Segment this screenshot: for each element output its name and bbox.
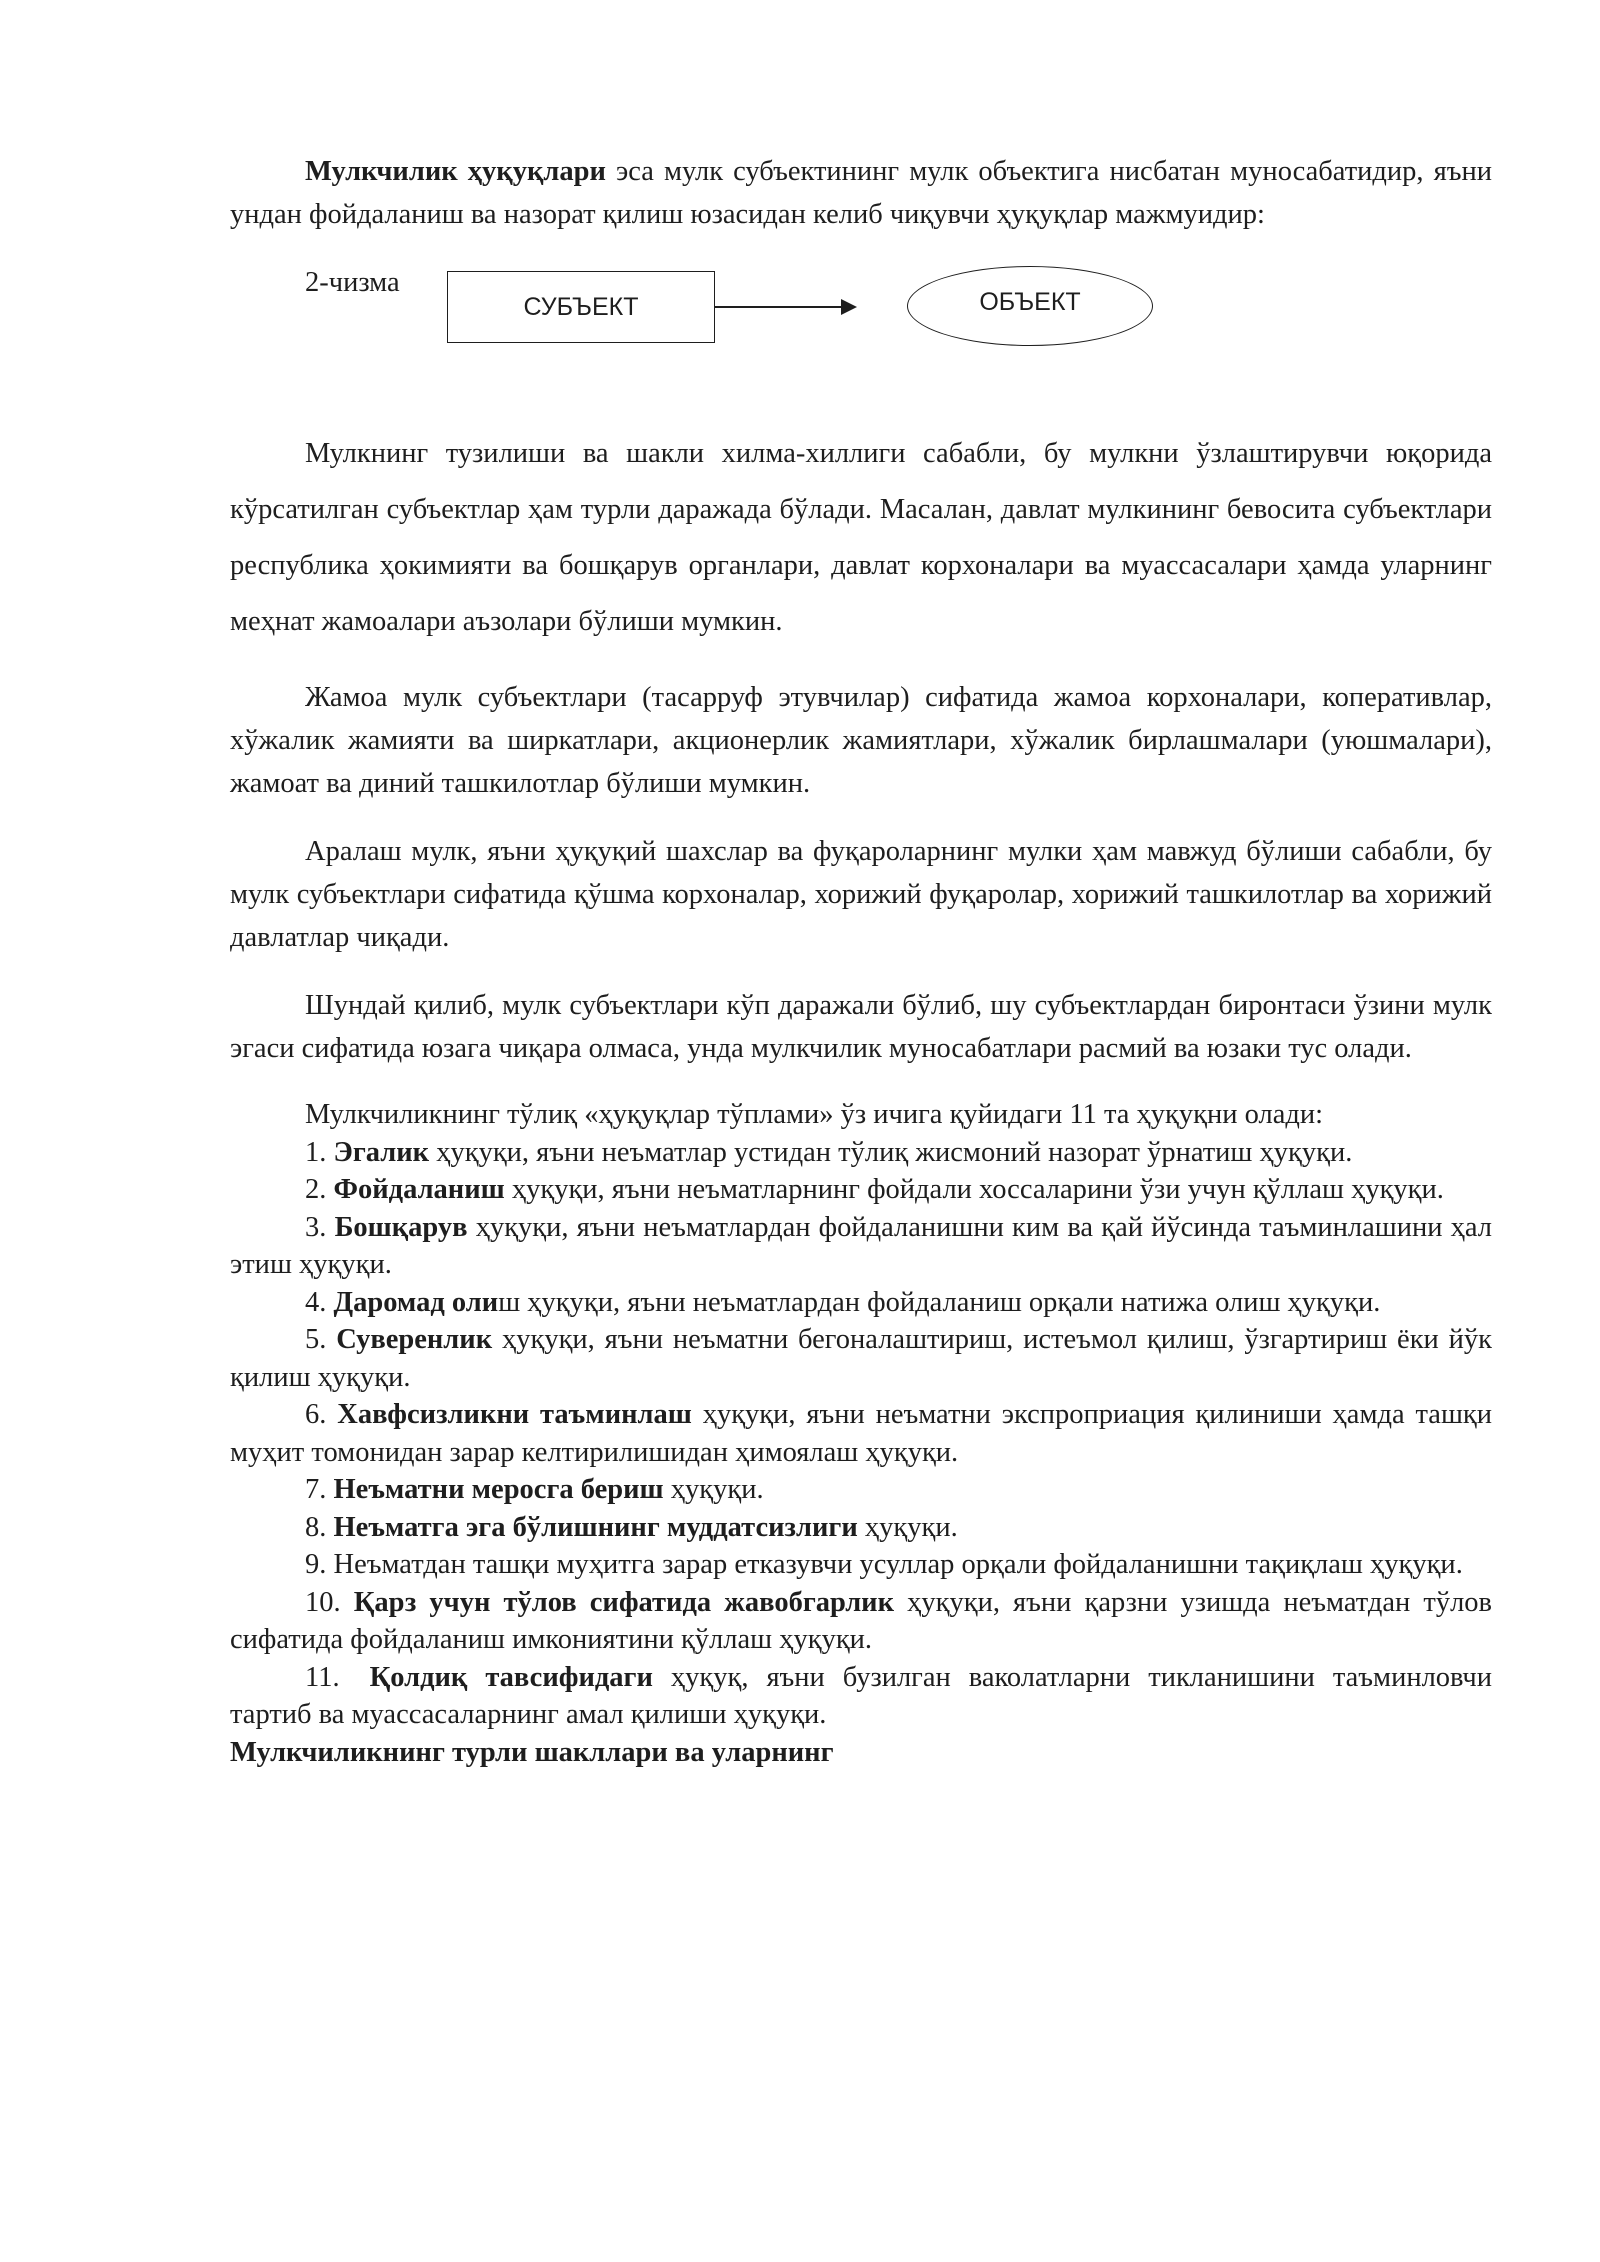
list-item (230, 1471, 1492, 1509)
list-term: Неъматга эга бўлишнинг муддатсизлиги (333, 1511, 858, 1543)
paragraph-1: Мулкнинг тузилиши ва шакли хилма-хиллиги сабабли, бу мулкни ўзлаштирувчи юқорида кўрсатилган субъектлар ҳам турли даражада бўлади. Масалан, давлат мулкининг бевосита субъектлари республика ҳокимияти ва бошқарув органлари, давлат корхоналари ва муассасалари ҳамда уларнинг меҳнат жамоалари аъзолари бўлиши мумкин. (230, 438, 1492, 637)
paragraph-3: Аралаш мулк, яъни ҳуқуқий шахслар ва фуқароларнинг мулки ҳам мавжуд бўлиши сабабли, бу мулк субъектлари сифатида қўшма корхоналар, хорижий фуқаролар, хорижий ташкилотлар ва хорижий давлатлар чиқади. (230, 836, 1492, 953)
list-number: 6. (305, 1399, 327, 1430)
list-term: Неъматни меросга бериш (333, 1474, 664, 1505)
object-label: ОБЪЕКТ (979, 287, 1081, 316)
list-term: Қолдиқ тавсифидаги (369, 1661, 653, 1693)
list-text: ҳуқуқи, яъни қарзни узишда неъматдан тўлов сифатида фойдаланиш имкониятини қўллаш ҳуқуқи. (230, 1586, 1493, 1655)
list-item (230, 1171, 1492, 1209)
list-text: ҳуқуқи, яъни неъматларнинг фойдали хоссаларини ўзи учун қўллаш ҳуқуқи. (504, 1174, 1444, 1205)
arrow-head-icon (841, 299, 857, 315)
list-text: ҳуқуқи, яъни неъматни экспроприация қилиниши ҳамда ташқи муҳит томонидан зарар келтирилишидан ҳимоялаш ҳуқуқи. (230, 1399, 1492, 1468)
list-number: 1. (305, 1136, 327, 1168)
list-term: Хавфсизликни таъминлаш (337, 1399, 692, 1430)
figure-label: 2-чизма (305, 267, 400, 298)
list-text: ҳуқуқи, яъни неъматлар устидан тўлиқ жисмоний назорат ўрнатиш ҳуқуқи. (429, 1136, 1353, 1168)
object-ellipse (907, 266, 1153, 346)
intro-text: эса мулк субъектининг мулк объектига нисбатан муносабатидир, яъни ундан фойдаланиш ва назорат қилиш юзасидан келиб чиқувчи ҳуқуқлар мажмуидир: (230, 156, 1492, 230)
list-number: 2. (305, 1174, 327, 1205)
list-item (230, 1134, 1492, 1172)
figure-2 (230, 251, 1492, 411)
list-number: 4. (305, 1286, 327, 1318)
list-number: 8. (305, 1511, 327, 1543)
rights-list-intro: Мулкчиликнинг тўлиқ «ҳуқуқлар тўплами» ўз ичига қуйидаги 11 та ҳуқуқни олади: (305, 1099, 1324, 1130)
paragraph-2: Жамоа мулк субъектлари (тасарруф этувчилар) сифатида жамоа корхоналари, коперативлар, хўжалик жамияти ва ширкатлари, акционерлик жамиятлари, хўжалик бирлашмалари (уюшмалари), жамоат ва диний ташкилотлар бўлиши мумкин. (230, 682, 1492, 799)
subject-label: СУБЪЕКТ (523, 292, 639, 321)
intro-paragraph (230, 150, 1492, 236)
list-text: Неъматдан ташқи муҳитга зарар етказувчи усуллар орқали фойдаланишни тақиқлаш ҳуқуқи. (333, 1549, 1463, 1580)
list-item (230, 1284, 1492, 1322)
list-number: 11. (305, 1661, 340, 1693)
list-number: 5. (305, 1324, 327, 1355)
list-number: 7. (305, 1474, 327, 1505)
list-term: Эгалик (333, 1136, 430, 1168)
list-item (230, 1321, 1492, 1396)
list-text: ҳуқуқи. (663, 1474, 764, 1505)
list-number: 3. (305, 1211, 327, 1243)
list-item (230, 1584, 1492, 1659)
document-page (230, 150, 1492, 1771)
list-item (230, 1209, 1492, 1284)
list-text: ҳуқуқ, яъни бузилган ваколатларни тикланишини таъминловчи тартиб ва муассасаларнинг амал қилиши ҳуқуқи. (230, 1661, 1493, 1730)
list-text: ҳуқуқи, яъни неъматлардан фойдаланишни ким ва қай йўсинда таъминлашини ҳал этиш ҳуқуқи. (230, 1211, 1493, 1280)
list-text: ш ҳуқуқи, яъни неъматлардан фойдаланиш орқали натижа олиш ҳуқуқи. (498, 1286, 1381, 1318)
subject-box (447, 271, 715, 343)
list-item (230, 1659, 1492, 1734)
list-term: Бошқарув (334, 1211, 468, 1243)
list-term: Суверенлик (336, 1324, 493, 1355)
list-text: ҳуқуқи, яъни неъматни бегоналаштириш, истеъмол қилиш, ўзгартириш ёки йўк қилиш ҳуқуқи. (230, 1324, 1492, 1393)
section-heading: Мулкчиликнинг турли шакллари ва уларнинг (230, 1736, 834, 1768)
intro-term: Мулкчилик ҳуқуқлари (305, 156, 606, 187)
list-term: Даромад оли (333, 1286, 499, 1318)
list-number: 10. (305, 1586, 341, 1618)
arrow-line (715, 306, 845, 308)
list-term: Фойдаланиш (333, 1174, 505, 1205)
list-item (230, 1396, 1492, 1471)
list-number: 9. (305, 1549, 327, 1580)
list-item (230, 1546, 1492, 1584)
list-term: Қарз учун тўлов сифатида жавобгарлик (353, 1586, 895, 1618)
list-item (230, 1509, 1492, 1547)
rights-list (230, 1134, 1492, 1734)
list-text: ҳуқуқи. (857, 1511, 958, 1543)
paragraph-4: Шундай қилиб, мулк субъектлари кўп даражали бўлиб, шу субъектлардан биронтаси ўзини мулк эгаси сифатида юзага чиқара олмаса, унда мулкчилик муносабатлари расмий ва юзаки тус олади. (230, 990, 1492, 1064)
